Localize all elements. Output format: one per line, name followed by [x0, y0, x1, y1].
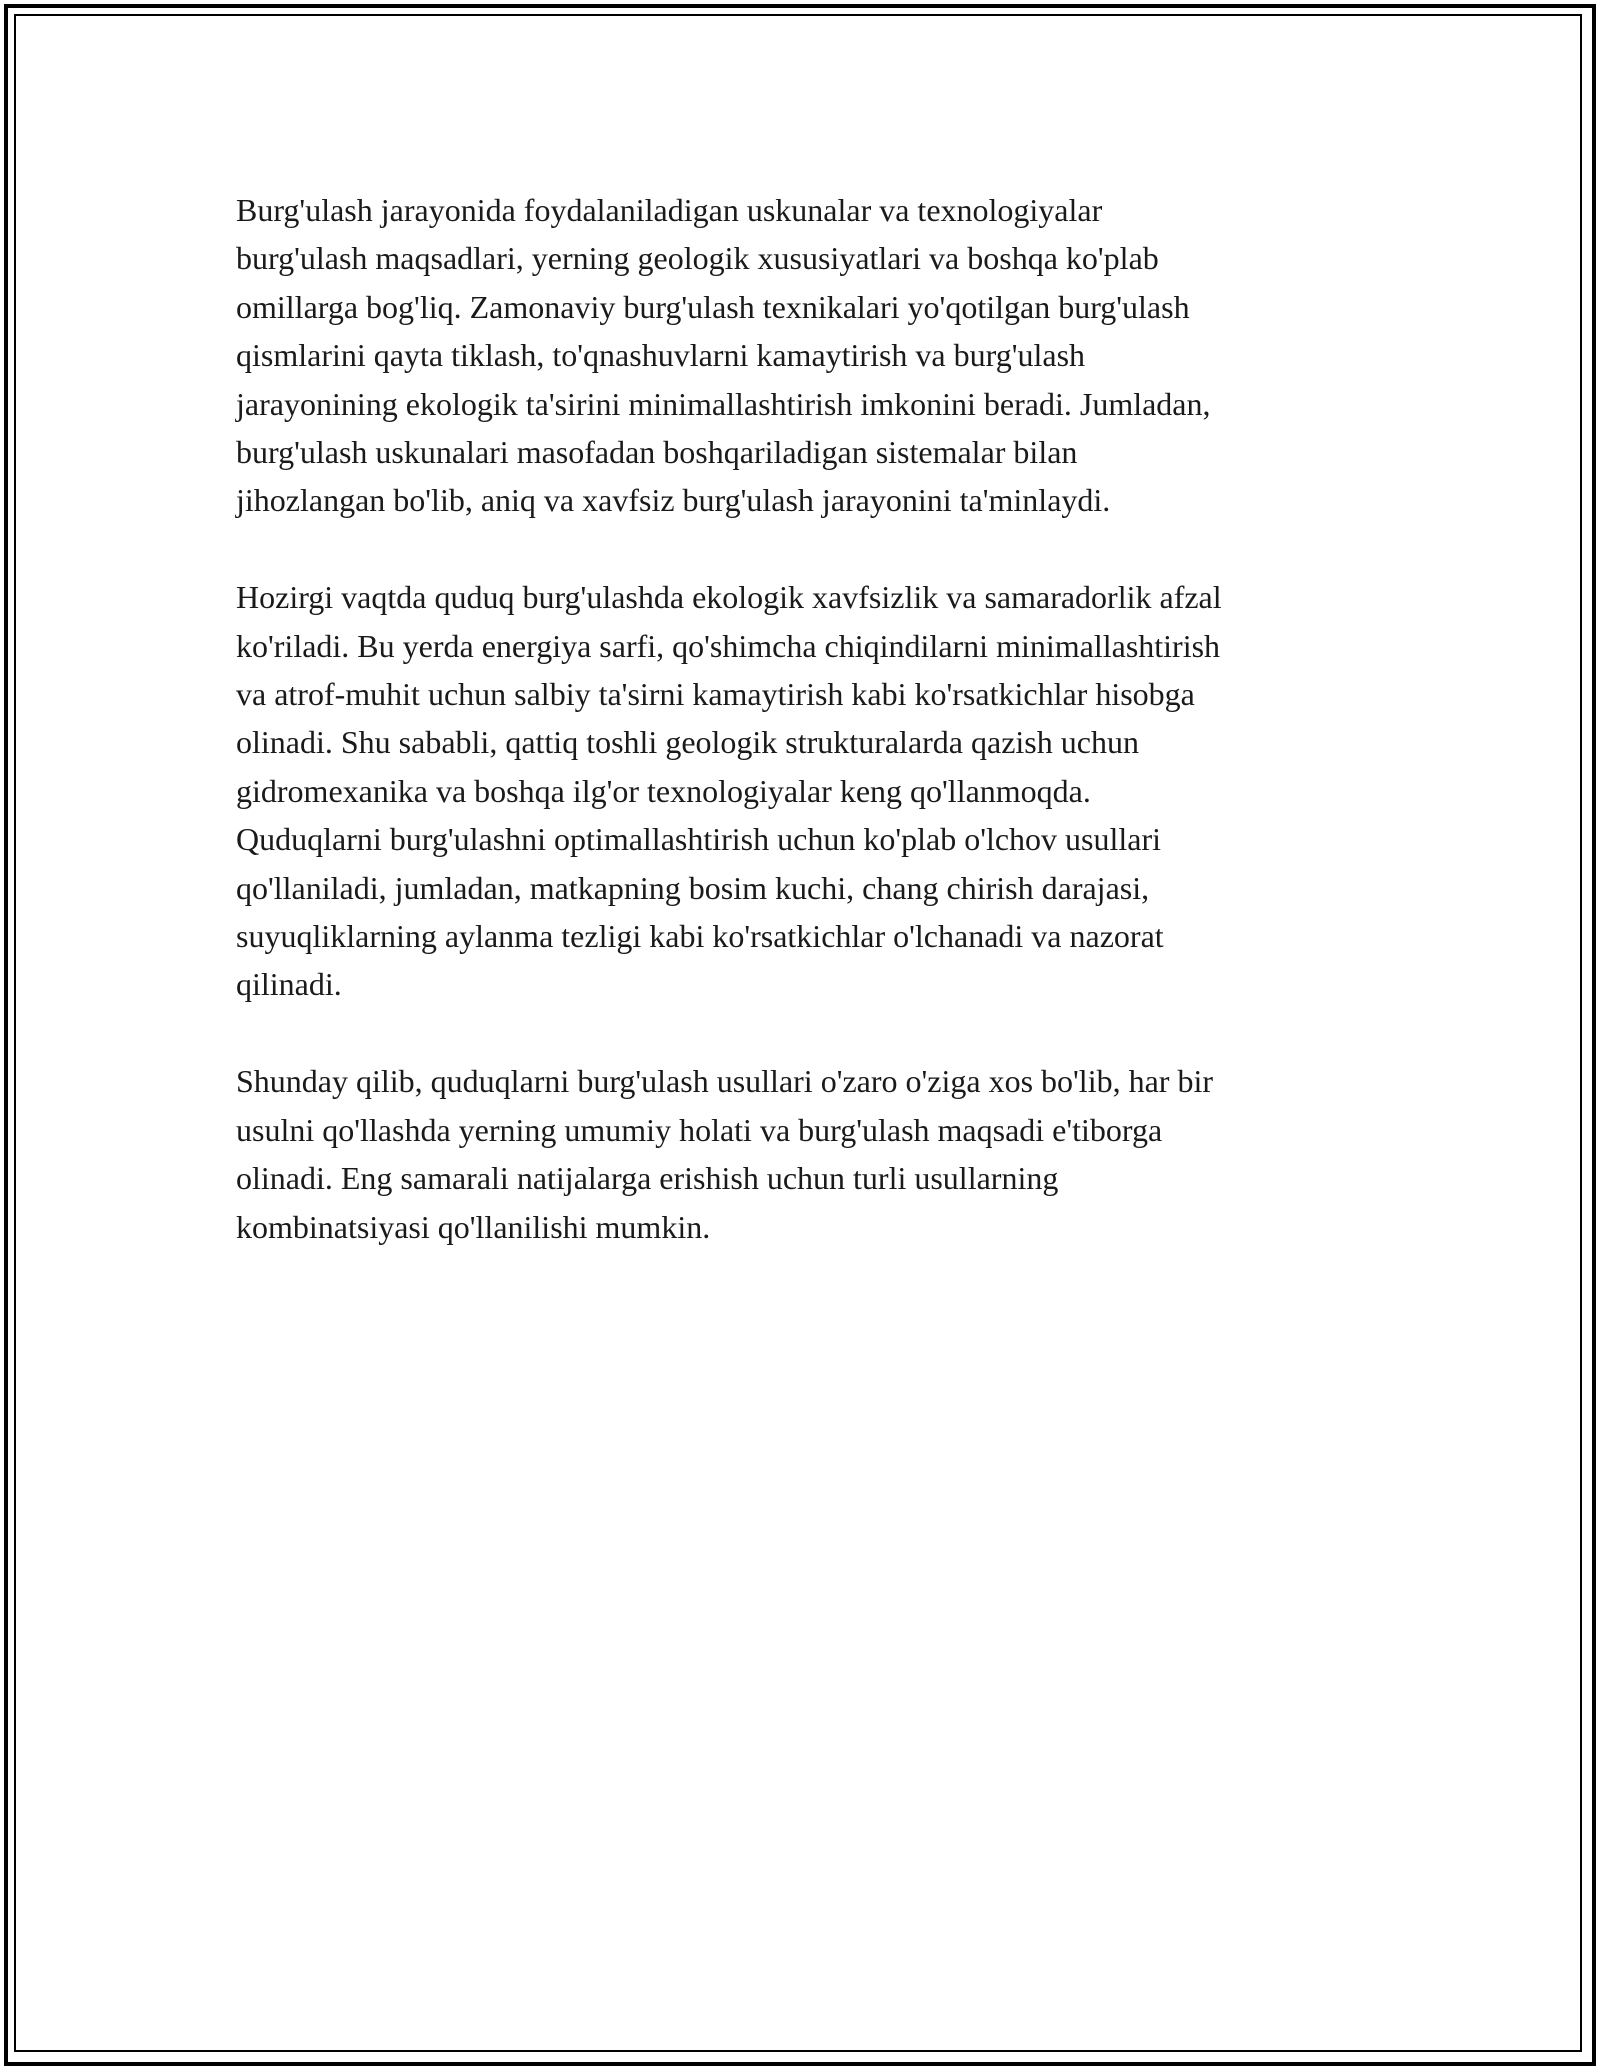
- paragraph-ecology: Hozirgi vaqtda quduq burg'ulashda ekologik xavfsizlik va samaradorlik afzal ko'riladi. Bu yerda energiya sarfi, qo'shimcha chiqindilarni minimallashtirish va atrof-muhit uchun salbiy ta'sirni kamaytirish kabi ko'rsatkichlar hisobga olinadi. Shu sababli, qattiq toshli geologik strukturalarda qazish uchun gidromexanika va boshqa ilg'or texnologiyalar keng qo'llanmoqda. Quduqlarni burg'ulashni optimallashtirish uchun ko'plab o'lchov usullari qo'llaniladi, jumladan, matkapning bosim kuchi, chang chirish darajasi, suyuqliklarning aylanma tezligi kabi ko'rsatkichlar o'lchanadi va nazorat qilinadi.: [236, 579, 1222, 1003]
- paragraph-conclusion: Shunday qilib, quduqlarni burg'ulash usullari o'zaro o'ziga xos bo'lib, har bir usulni qo'llashda yerning umumiy holati va burg'ulash maqsadi e'tiborga olinadi. Eng samarali natijalarga erishish uchun turli usullarning kombinatsiyasi qo'llanilishi mumkin.: [236, 1063, 1213, 1245]
- paragraph-equipment: Burg'ulash jarayonida foydalaniladigan uskunalar va texnologiyalar burg'ulash maqsadlari, yerning geologik xususiyatlari va boshqa ko'plab omillarga bog'liq. Zamonaviy burg'ulash texnikalari yo'qotilgan burg'ulash qismlarini qayta tiklash, to'qnashuvlarni kamaytirish va burg'ulash jarayonining ekologik ta'sirini minimallashtirish imkonini beradi. Jumladan, burg'ulash uskunalari masofadan boshqariladigan sistemalar bilan jihozlangan bo'lib, aniq va xavfsiz burg'ulash jarayonini ta'minlaydi.: [236, 192, 1211, 519]
- document-body: [236, 186, 1406, 1299]
